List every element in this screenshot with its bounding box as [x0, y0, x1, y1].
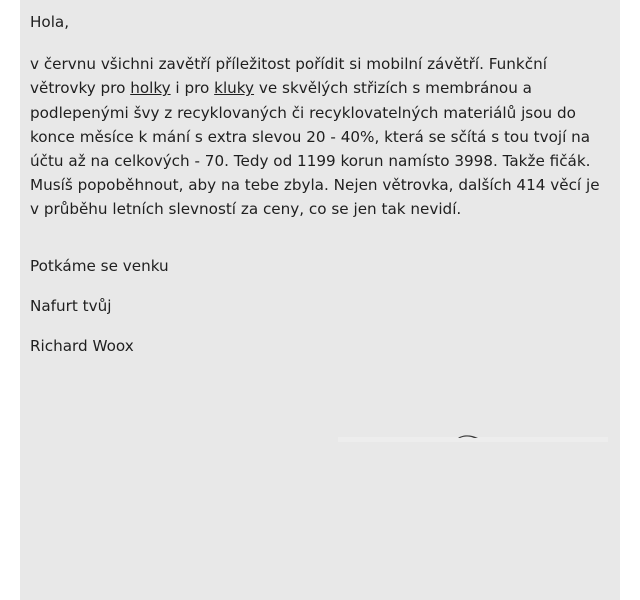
body-text-end: ve skvělých střizích s membránou a podlepenými švy z recyklovaných či recyklovatelných materiálů jsou do konce měsíce k mání s extra slevou 20 - 40%, která se sčítá s tou tvojí na účtu až na celkových - 70. Tedy od 1199 korun namísto 3998. Takže fičák. Musíš popoběhnout, aby na tebe zbyla. Nejen větrovka, dalších 414 věcí je v průběhu letních slevností za ceny, co se jen tak nevidí.	[30, 79, 600, 219]
email-signoff: Nafurt tvůj	[30, 296, 112, 315]
decorative-image-fragment	[338, 432, 608, 442]
holky-link[interactable]: holky	[130, 79, 171, 98]
email-body-paragraph	[30, 52, 610, 221]
email-signature: Richard Woox	[30, 337, 134, 356]
body-text-middle: i pro	[170, 79, 215, 98]
email-closing: Potkáme se venku	[30, 256, 169, 275]
kluky-link[interactable]: kluky	[214, 79, 255, 98]
body-text-start: v červnu všichni zavětří příležitost pořídit si mobilní závětří. Funkční větrovky pro	[30, 55, 547, 98]
email-body	[20, 0, 620, 600]
email-greeting: Hola,	[30, 13, 70, 31]
